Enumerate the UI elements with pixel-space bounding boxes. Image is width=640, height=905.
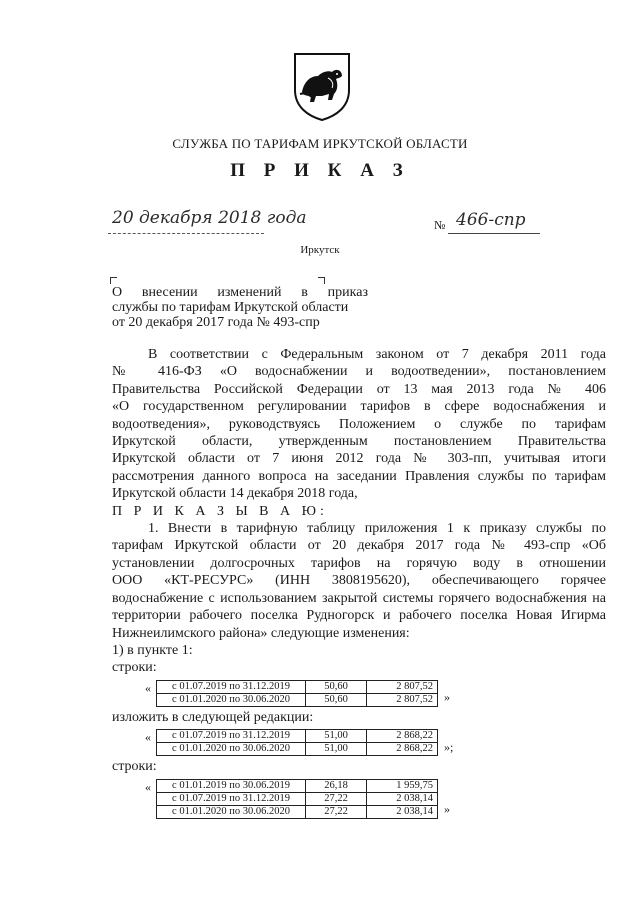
table-row bbox=[157, 730, 438, 743]
item-line: водоснабжение с использованием закрытой системы горячего водоснабжения на bbox=[112, 590, 606, 606]
order-body bbox=[112, 346, 606, 819]
subject-line: от 20 декабря 2017 года № 493-спр bbox=[112, 315, 320, 330]
tariff-table-old-2 bbox=[145, 779, 606, 819]
item-line: установлении долгосрочных тарифов на горячую воду в отношении bbox=[112, 555, 606, 571]
quote-open: « bbox=[145, 680, 151, 695]
tariff-table-old bbox=[145, 680, 606, 707]
table-cell-v1: 26,18 bbox=[306, 779, 367, 792]
subject-line: службы по тарифам Иркутской области bbox=[112, 300, 349, 315]
item-line: Нижнеилимского района» следующие изменения: bbox=[112, 625, 410, 641]
tariff-table bbox=[156, 680, 438, 707]
table-row bbox=[157, 779, 438, 792]
table-row bbox=[157, 805, 438, 818]
table-cell-v1: 51,00 bbox=[306, 730, 367, 743]
preamble-line: Иркутской области от 7 июня 2012 года № 303-пп, учитывая итоги bbox=[112, 451, 606, 467]
quote-close: » bbox=[444, 690, 450, 705]
table-cell-v1: 50,60 bbox=[306, 680, 367, 693]
agency-name: СЛУЖБА ПО ТАРИФАМ ИРКУТСКОЙ ОБЛАСТИ bbox=[172, 136, 468, 151]
preamble-line: рассмотрения данного вопроса на заседании Правления службы по тарифам bbox=[112, 468, 606, 484]
table-cell-period: с 01.07.2019 по 31.12.2019 bbox=[157, 680, 306, 693]
order-subject bbox=[112, 285, 368, 330]
item-line: ООО «КТ-РЕСУРС» (ИНН 3808195620), обеспечивающего горячее bbox=[112, 573, 606, 589]
city-name: Иркутск bbox=[300, 244, 340, 256]
table-cell-v1: 27,22 bbox=[306, 792, 367, 805]
table-cell-period: с 01.07.2019 по 31.12.2019 bbox=[157, 730, 306, 743]
tariff-table bbox=[156, 779, 438, 819]
tariff-table bbox=[156, 729, 438, 756]
table-row bbox=[157, 743, 438, 756]
table-row bbox=[157, 680, 438, 693]
lines-label: строки: bbox=[112, 759, 157, 775]
quote-close: »; bbox=[444, 739, 454, 754]
item-line: тарифам Иркутской области от 20 декабря 2017 года № 493-спр «Об bbox=[112, 538, 606, 554]
preamble-line: № 416-ФЗ «О водоснабжении и водоотведении», постановлением bbox=[112, 364, 606, 380]
number-label: № bbox=[434, 218, 446, 232]
table-cell-period: с 01.01.2020 по 30.06.2020 bbox=[157, 743, 306, 756]
table-cell-period: с 01.01.2020 по 30.06.2020 bbox=[157, 693, 306, 706]
replace-label: изложить в следующей редакции: bbox=[112, 709, 314, 725]
preamble-line: «О государственном регулировании тарифов в сфере водоснабжения и bbox=[112, 399, 606, 415]
table-cell-v2: 2 868,22 bbox=[367, 730, 438, 743]
table-cell-period: с 01.01.2019 по 30.06.2019 bbox=[157, 779, 306, 792]
table-cell-v1: 27,22 bbox=[306, 805, 367, 818]
preamble-line: Правительства Российской Федерации от 13 мая 2013 года № 406 bbox=[112, 381, 606, 397]
subject-corner-right bbox=[318, 277, 325, 284]
quote-close: » bbox=[444, 802, 450, 817]
handwritten-number: 466-спр bbox=[456, 210, 526, 230]
table-cell-v2: 2 038,14 bbox=[367, 805, 438, 818]
irkutsk-coat-of-arms-icon bbox=[292, 52, 352, 122]
preamble-line: водоотведения», руководствуясь Положением о службе по тарифам bbox=[112, 416, 606, 432]
date-underline bbox=[108, 233, 264, 234]
subject-corner-left bbox=[110, 277, 117, 284]
subject-line: О внесении изменений в приказ bbox=[112, 285, 368, 300]
order-word: П Р И К А З Ы В А Ю: bbox=[112, 503, 328, 519]
number-underline bbox=[448, 233, 540, 234]
table-cell-v2: 2 038,14 bbox=[367, 792, 438, 805]
item-line: 1. Внести в тарифную таблицу приложения 1 к приказу службы по bbox=[148, 521, 606, 537]
quote-open: « bbox=[145, 730, 151, 745]
handwritten-date: 20 декабря 2018 года bbox=[112, 208, 307, 228]
table-cell-v1: 50,60 bbox=[306, 693, 367, 706]
table-cell-v2: 1 959,75 bbox=[367, 779, 438, 792]
table-cell-v2: 2 807,52 bbox=[367, 693, 438, 706]
document-type-title: П Р И К А З bbox=[230, 160, 410, 181]
subitem-label: 1) в пункте 1: bbox=[112, 642, 193, 658]
preamble-line: Иркутской области, утвержденным постановлением Правительства bbox=[112, 434, 606, 450]
table-cell-period: с 01.07.2019 по 31.12.2019 bbox=[157, 792, 306, 805]
quote-open: « bbox=[145, 779, 151, 794]
table-row bbox=[157, 693, 438, 706]
table-cell-v2: 2 807,52 bbox=[367, 680, 438, 693]
table-cell-v1: 51,00 bbox=[306, 743, 367, 756]
preamble-line: В соответствии с Федеральным законом от 7 декабря 2011 года bbox=[148, 347, 606, 362]
tariff-table-new bbox=[145, 729, 606, 756]
preamble-line: Иркутской области 14 декабря 2018 года, bbox=[112, 486, 358, 502]
table-cell-period: с 01.01.2020 по 30.06.2020 bbox=[157, 805, 306, 818]
table-row bbox=[157, 792, 438, 805]
table-cell-v2: 2 868,22 bbox=[367, 743, 438, 756]
lines-label: строки: bbox=[112, 660, 157, 676]
item-line: территории рабочего поселка Рудногорск и рабочего поселка Новая Игирма bbox=[112, 608, 606, 624]
